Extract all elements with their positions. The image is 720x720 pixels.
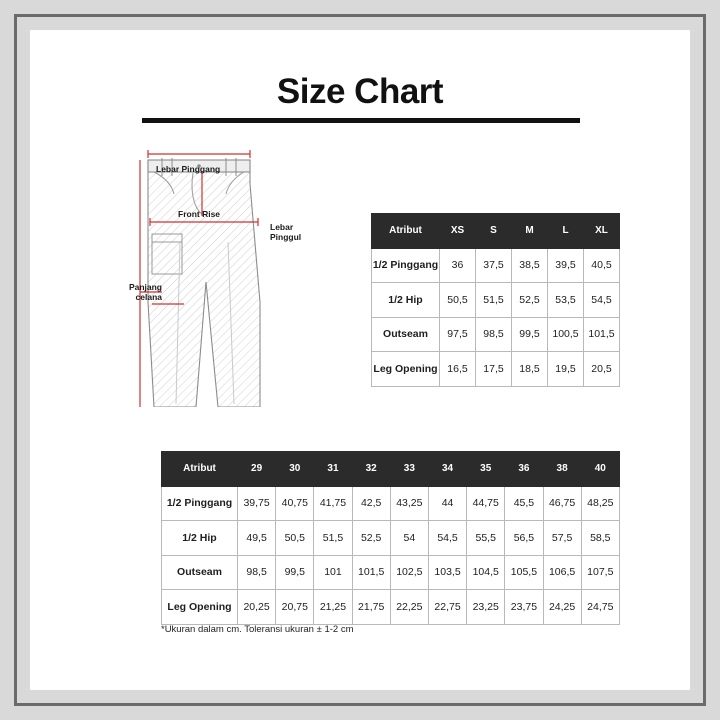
header-attribute: Atribut [372, 214, 440, 249]
cell-value: 55,5 [467, 521, 505, 556]
cell-value: 54,5 [428, 521, 466, 556]
cell-value: 99,5 [276, 555, 314, 590]
cell-value: 23,75 [505, 590, 543, 625]
table-row [372, 283, 620, 318]
cell-value: 44,75 [467, 486, 505, 521]
cell-value: 22,75 [428, 590, 466, 625]
row-label: 1/2 Pinggang [162, 486, 238, 521]
cell-value: 45,5 [505, 486, 543, 521]
letter-size-table-wrapper [371, 213, 620, 387]
header-size-33: 33 [390, 452, 428, 487]
cell-value: 51,5 [314, 521, 352, 556]
cell-value: 20,75 [276, 590, 314, 625]
header-size-30: 30 [276, 452, 314, 487]
cell-value: 50,5 [276, 521, 314, 556]
cell-value: 52,5 [352, 521, 390, 556]
cell-value: 20,25 [238, 590, 276, 625]
cell-value: 102,5 [390, 555, 428, 590]
header-size-m: M [512, 214, 548, 249]
cell-value: 101,5 [584, 317, 620, 352]
row-label: Leg Opening [372, 352, 440, 387]
header-size-xl: XL [584, 214, 620, 249]
header-size-35: 35 [467, 452, 505, 487]
header-attribute: Atribut [162, 452, 238, 487]
cell-value: 41,75 [314, 486, 352, 521]
page-title: Size Chart [276, 72, 444, 111]
cell-value: 48,25 [581, 486, 619, 521]
row-label: Leg Opening [162, 590, 238, 625]
cell-value: 98,5 [476, 317, 512, 352]
table-row [372, 248, 620, 283]
cell-value: 21,25 [314, 590, 352, 625]
cell-value: 24,25 [543, 590, 581, 625]
table-row [162, 521, 620, 556]
table-row [162, 486, 620, 521]
cell-value: 101,5 [352, 555, 390, 590]
row-label: Outseam [162, 555, 238, 590]
cell-value: 58,5 [581, 521, 619, 556]
cell-value: 107,5 [581, 555, 619, 590]
footnote: *Ukuran dalam cm. Toleransi ukuran ± 1-2 cm [161, 624, 354, 635]
cell-value: 24,75 [581, 590, 619, 625]
pants-illustration [110, 142, 360, 407]
cell-value: 18,5 [512, 352, 548, 387]
cell-value: 100,5 [548, 317, 584, 352]
row-label: 1/2 Hip [162, 521, 238, 556]
cell-value: 97,5 [440, 317, 476, 352]
cell-value: 52,5 [512, 283, 548, 318]
cell-value: 16,5 [440, 352, 476, 387]
header-size-l: L [548, 214, 584, 249]
cell-value: 39,5 [548, 248, 584, 283]
cell-value: 39,75 [238, 486, 276, 521]
cell-value: 101 [314, 555, 352, 590]
cell-value: 103,5 [428, 555, 466, 590]
cell-value: 51,5 [476, 283, 512, 318]
header-size-40: 40 [581, 452, 619, 487]
letter-size-table [371, 213, 620, 387]
cell-value: 54,5 [584, 283, 620, 318]
cell-value: 105,5 [505, 555, 543, 590]
cell-value: 19,5 [548, 352, 584, 387]
cell-value: 99,5 [512, 317, 548, 352]
cell-value: 21,75 [352, 590, 390, 625]
table-row [162, 555, 620, 590]
numeric-size-table [161, 451, 620, 625]
cell-value: 54 [390, 521, 428, 556]
cell-value: 23,25 [467, 590, 505, 625]
cell-value: 37,5 [476, 248, 512, 283]
cell-value: 22,25 [390, 590, 428, 625]
cell-value: 43,25 [390, 486, 428, 521]
cell-value: 98,5 [238, 555, 276, 590]
label-waist-width: Lebar Pinggang [156, 164, 221, 174]
cell-value: 104,5 [467, 555, 505, 590]
cell-value: 50,5 [440, 283, 476, 318]
cell-value: 36 [440, 248, 476, 283]
header-size-xs: XS [440, 214, 476, 249]
cell-value: 44 [428, 486, 466, 521]
header-size-36: 36 [505, 452, 543, 487]
cell-value: 17,5 [476, 352, 512, 387]
table-row [372, 352, 620, 387]
table-row [162, 590, 620, 625]
label-pants-length: Panjang celana [128, 282, 162, 303]
header-size-34: 34 [428, 452, 466, 487]
cell-value: 42,5 [352, 486, 390, 521]
table-header-row [162, 452, 620, 487]
cell-value: 56,5 [505, 521, 543, 556]
cell-value: 20,5 [584, 352, 620, 387]
cell-value: 49,5 [238, 521, 276, 556]
cell-value: 46,75 [543, 486, 581, 521]
cell-value: 106,5 [543, 555, 581, 590]
numeric-size-table-wrapper [161, 451, 620, 625]
row-label: Outseam [372, 317, 440, 352]
header-size-29: 29 [238, 452, 276, 487]
cell-value: 57,5 [543, 521, 581, 556]
header-size-s: S [476, 214, 512, 249]
row-label: 1/2 Pinggang [372, 248, 440, 283]
label-front-rise: Front Rise [178, 209, 221, 219]
row-label: 1/2 Hip [372, 283, 440, 318]
table-header-row [372, 214, 620, 249]
cell-value: 40,75 [276, 486, 314, 521]
table-row [372, 317, 620, 352]
label-hip-width: Lebar Pinggul [270, 222, 302, 243]
header-size-38: 38 [543, 452, 581, 487]
cell-value: 53,5 [548, 283, 584, 318]
pants-diagram-svg [110, 142, 360, 407]
header-size-32: 32 [352, 452, 390, 487]
header-size-31: 31 [314, 452, 352, 487]
cell-value: 38,5 [512, 248, 548, 283]
cell-value: 40,5 [584, 248, 620, 283]
size-chart-card [30, 30, 690, 690]
title-divider [142, 118, 580, 123]
